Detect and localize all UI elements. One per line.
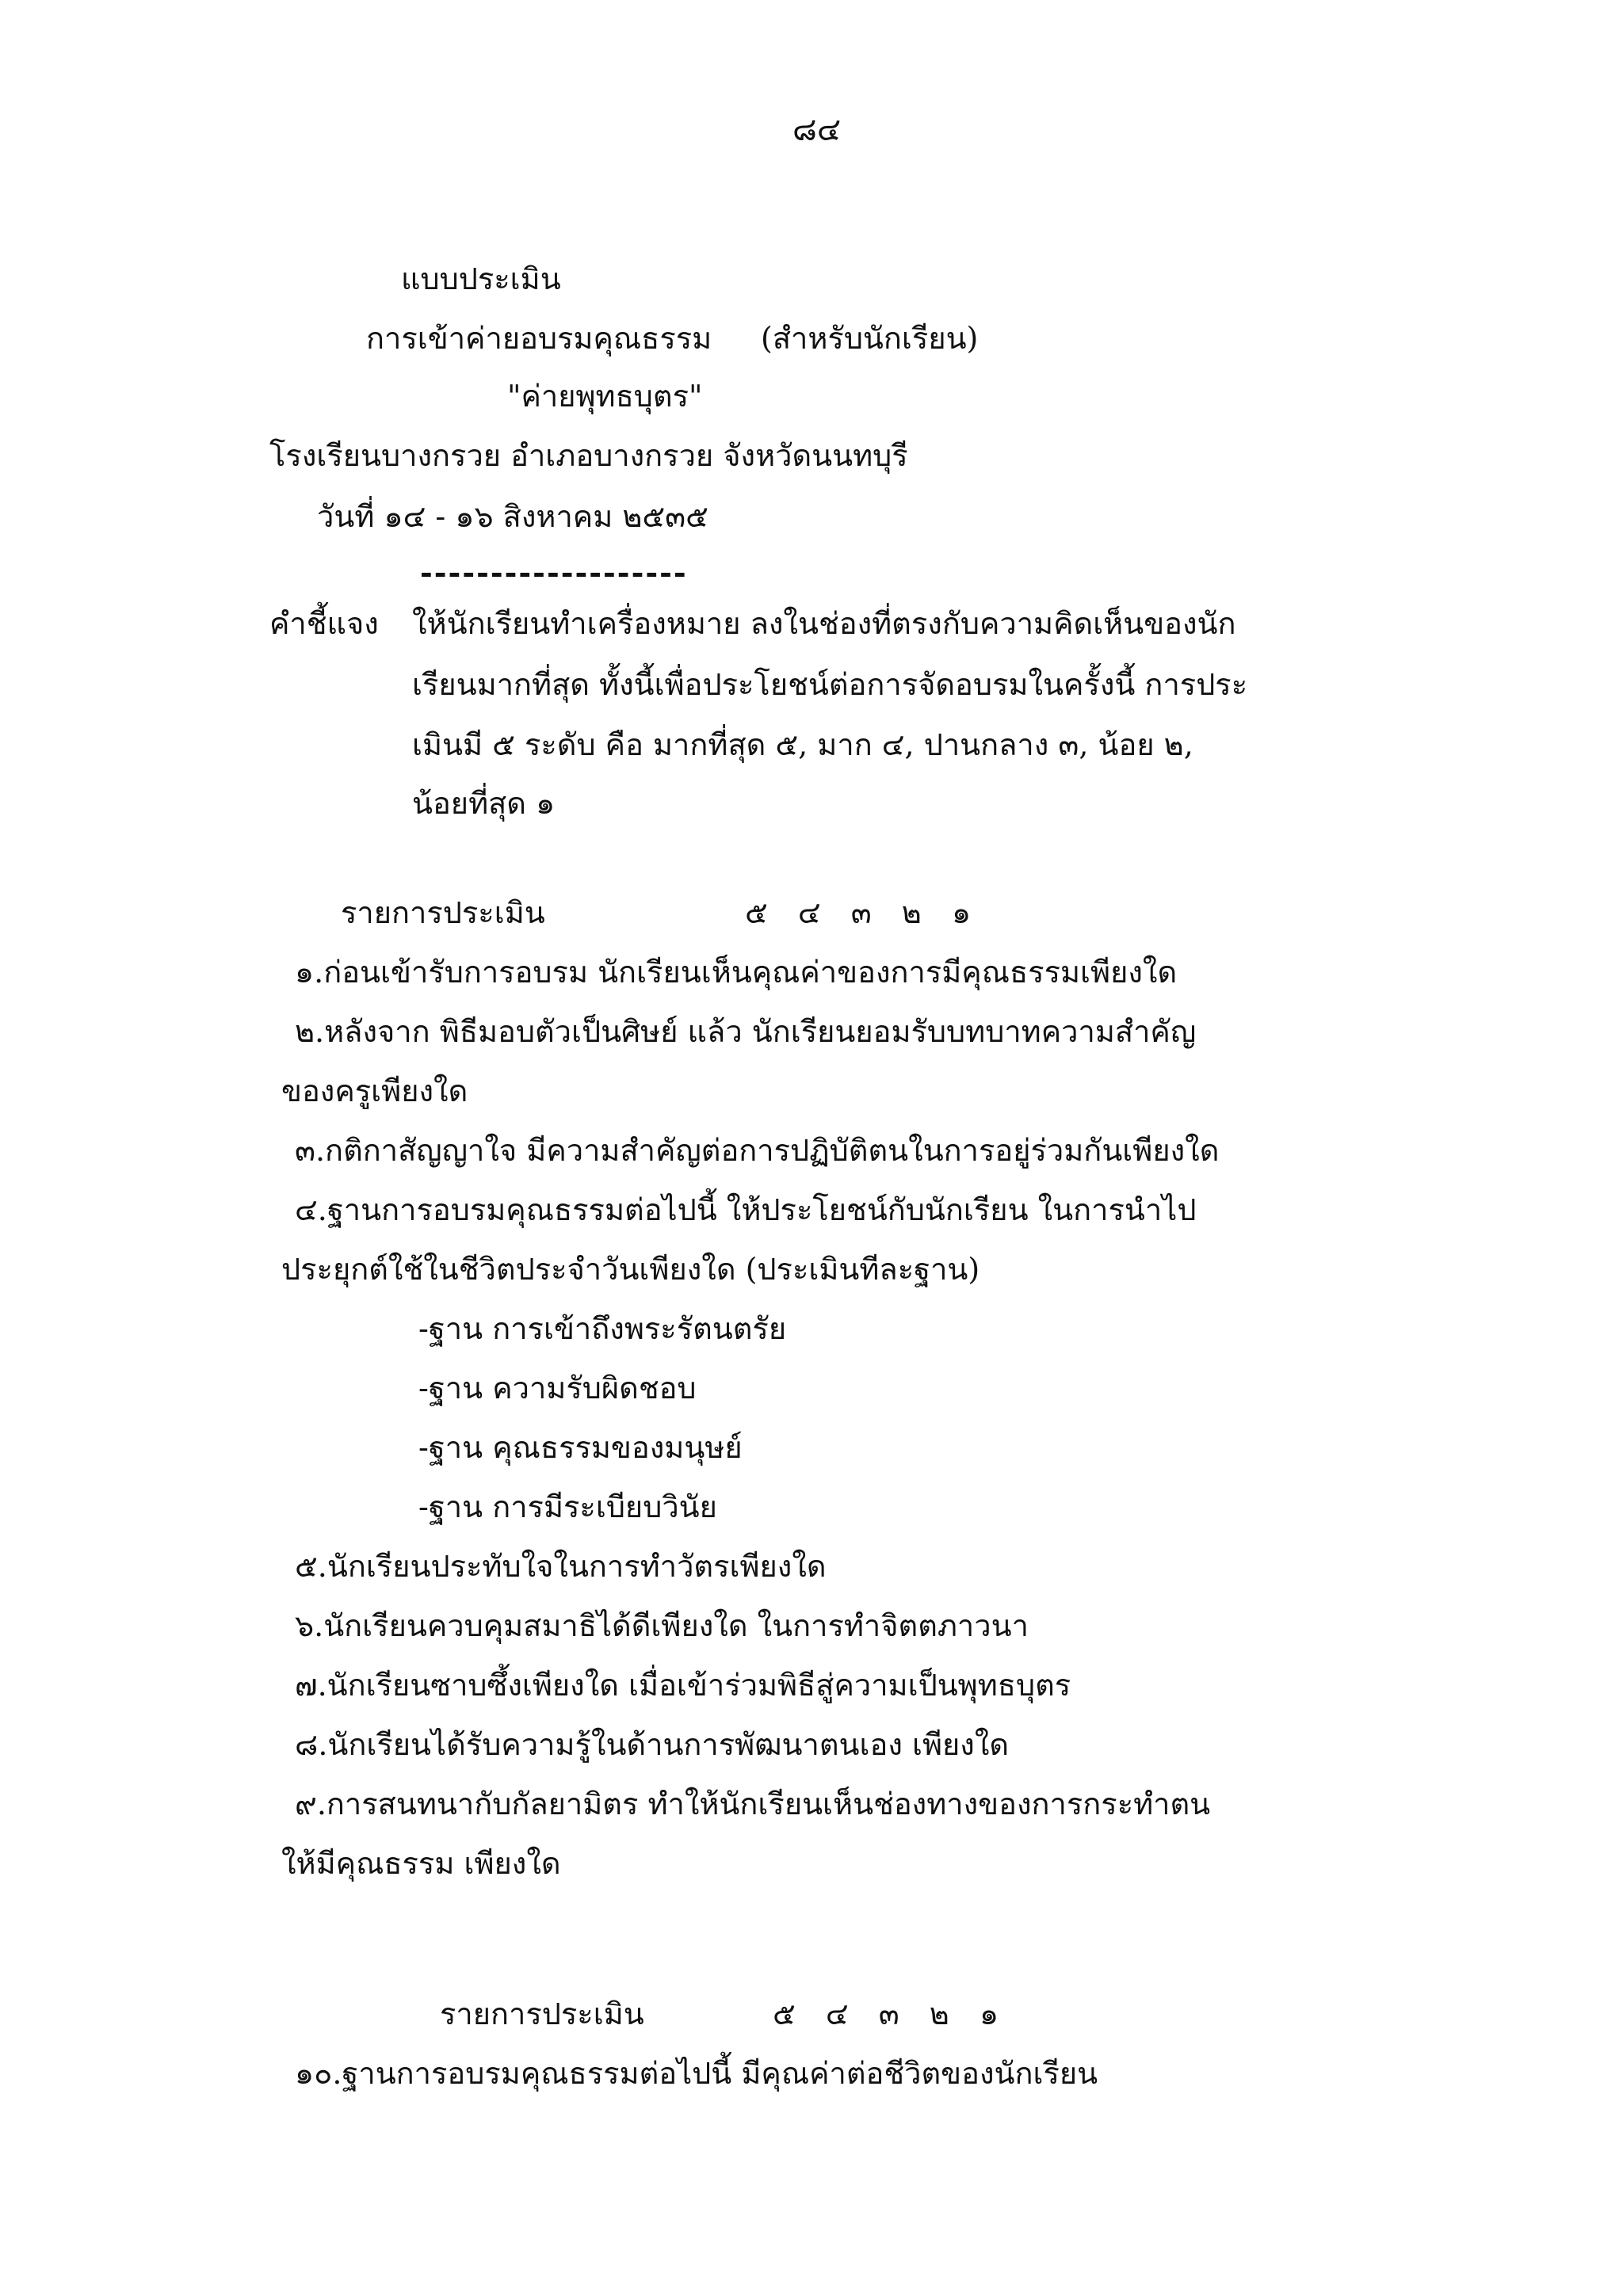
eval-item: ๓.กติกาสัญญาใจ มีความสำคัญต่อการปฏิบัติตนในการอยู่ร่วมกันเพียงใด bbox=[295, 1133, 1220, 1168]
scale-3: ๓ bbox=[878, 1997, 899, 2031]
eval-subitem: -ฐาน คุณธรรมของมนุษย์ bbox=[418, 1430, 743, 1465]
scale-4: ๔ bbox=[825, 1997, 849, 2031]
instructions-line: ให้นักเรียนทำเครื่องหมาย ลงในช่องที่ตรงกับความคิดเห็นของนัก bbox=[412, 606, 1236, 641]
instructions-line: เมินมี ๕ ระดับ คือ มากที่สุด ๕, มาก ๔, ปานกลาง ๓, น้อย ๒, bbox=[412, 727, 1193, 762]
eval-item: ๗.นักเรียนซาบซึ้งเพียงใด เมื่อเข้าร่วมพิธีสู่ความเป็นพุทธบุตร bbox=[295, 1668, 1071, 1703]
program-title: การเข้าค่ายอบรมคุณธรรม bbox=[366, 321, 712, 356]
eval-item-continued: ของครูเพียงใด bbox=[281, 1074, 468, 1108]
section2-rating-scale bbox=[773, 1997, 1019, 2033]
eval-item: ๒.หลังจาก พิธีมอบตัวเป็นศิษย์ แล้ว นักเรียนยอมรับบทบาทความสำคัญ bbox=[295, 1014, 1197, 1049]
eval-item-continued: ประยุกต์ใช้ในชีวิตประจำวันเพียงใด (ประเมินทีละฐาน) bbox=[281, 1252, 980, 1287]
school-location: โรงเรียนบางกรวย อำเภอบางกรวย จังหวัดนนทบุรี bbox=[269, 438, 908, 473]
scale-1: ๑ bbox=[951, 895, 972, 930]
eval-subitem: -ฐาน การมีระเบียบวินัย bbox=[418, 1489, 717, 1524]
eval-item: ๔.ฐานการอบรมคุณธรรมต่อไปนี้ ให้ประโยชน์กับนักเรียน ในการนำไป bbox=[295, 1192, 1197, 1227]
instructions-line: น้อยที่สุด ๑ bbox=[412, 786, 556, 821]
eval-item: ๑.ก่อนเข้ารับการอบรม นักเรียนเห็นคุณค่าของการมีคุณธรรมเพียงใด bbox=[295, 955, 1178, 990]
instructions-label: คำชี้แจง bbox=[269, 606, 379, 641]
audience-note: (สำหรับนักเรียน) bbox=[761, 321, 979, 356]
scale-5: ๕ bbox=[745, 895, 768, 930]
eval-item-continued: ให้มีคุณธรรม เพียงใด bbox=[281, 1846, 561, 1881]
eval-item: ๑๐.ฐานการอบรมคุณธรรมต่อไปนี้ มีคุณค่าต่อชีวิตของนักเรียน bbox=[295, 2056, 1098, 2091]
eval-subitem: -ฐาน การเข้าถึงพระรัตนตรัย bbox=[418, 1311, 787, 1346]
scale-2: ๒ bbox=[901, 895, 922, 930]
section1-header-label: รายการประเมิน bbox=[341, 895, 545, 930]
section1-rating-scale bbox=[745, 895, 991, 932]
form-title: แบบประเมิน bbox=[401, 261, 561, 296]
instructions-line: เรียนมากที่สุด ทั้งนี้เพื่อประโยชน์ต่อการจัดอบรมในครั้งนี้ การประ bbox=[412, 667, 1248, 702]
scale-4: ๔ bbox=[797, 895, 821, 930]
event-date: วันที่ ๑๔ - ๑๖ สิงหาคม ๒๕๓๕ bbox=[317, 499, 708, 534]
scale-3: ๓ bbox=[850, 895, 872, 930]
eval-subitem: -ฐาน ความรับผิดชอบ bbox=[418, 1371, 697, 1405]
eval-item: ๖.นักเรียนควบคุมสมาธิได้ดีเพียงใด ในการทำจิตตภาวนา bbox=[295, 1608, 1029, 1643]
scale-2: ๒ bbox=[929, 1997, 949, 2031]
eval-item: ๙.การสนทนากับกัลยามิตร ทำให้นักเรียนเห็นช่องทางของการกระทำตน bbox=[295, 1787, 1211, 1821]
eval-item: ๕.นักเรียนประทับใจในการทำวัตรเพียงใด bbox=[295, 1549, 827, 1584]
scale-1: ๑ bbox=[979, 1997, 999, 2031]
camp-name: "ค่ายพุทธบุตร" bbox=[507, 379, 703, 414]
scale-5: ๕ bbox=[773, 1997, 796, 2031]
page-number: ๘๔ bbox=[792, 112, 842, 148]
eval-item: ๘.นักเรียนได้รับความรู้ในด้านการพัฒนาตนเอง เพียงใด bbox=[295, 1727, 1010, 1762]
header-divider: ------------------- bbox=[420, 555, 688, 590]
section2-header-label: รายการประเมิน bbox=[440, 1997, 644, 2031]
